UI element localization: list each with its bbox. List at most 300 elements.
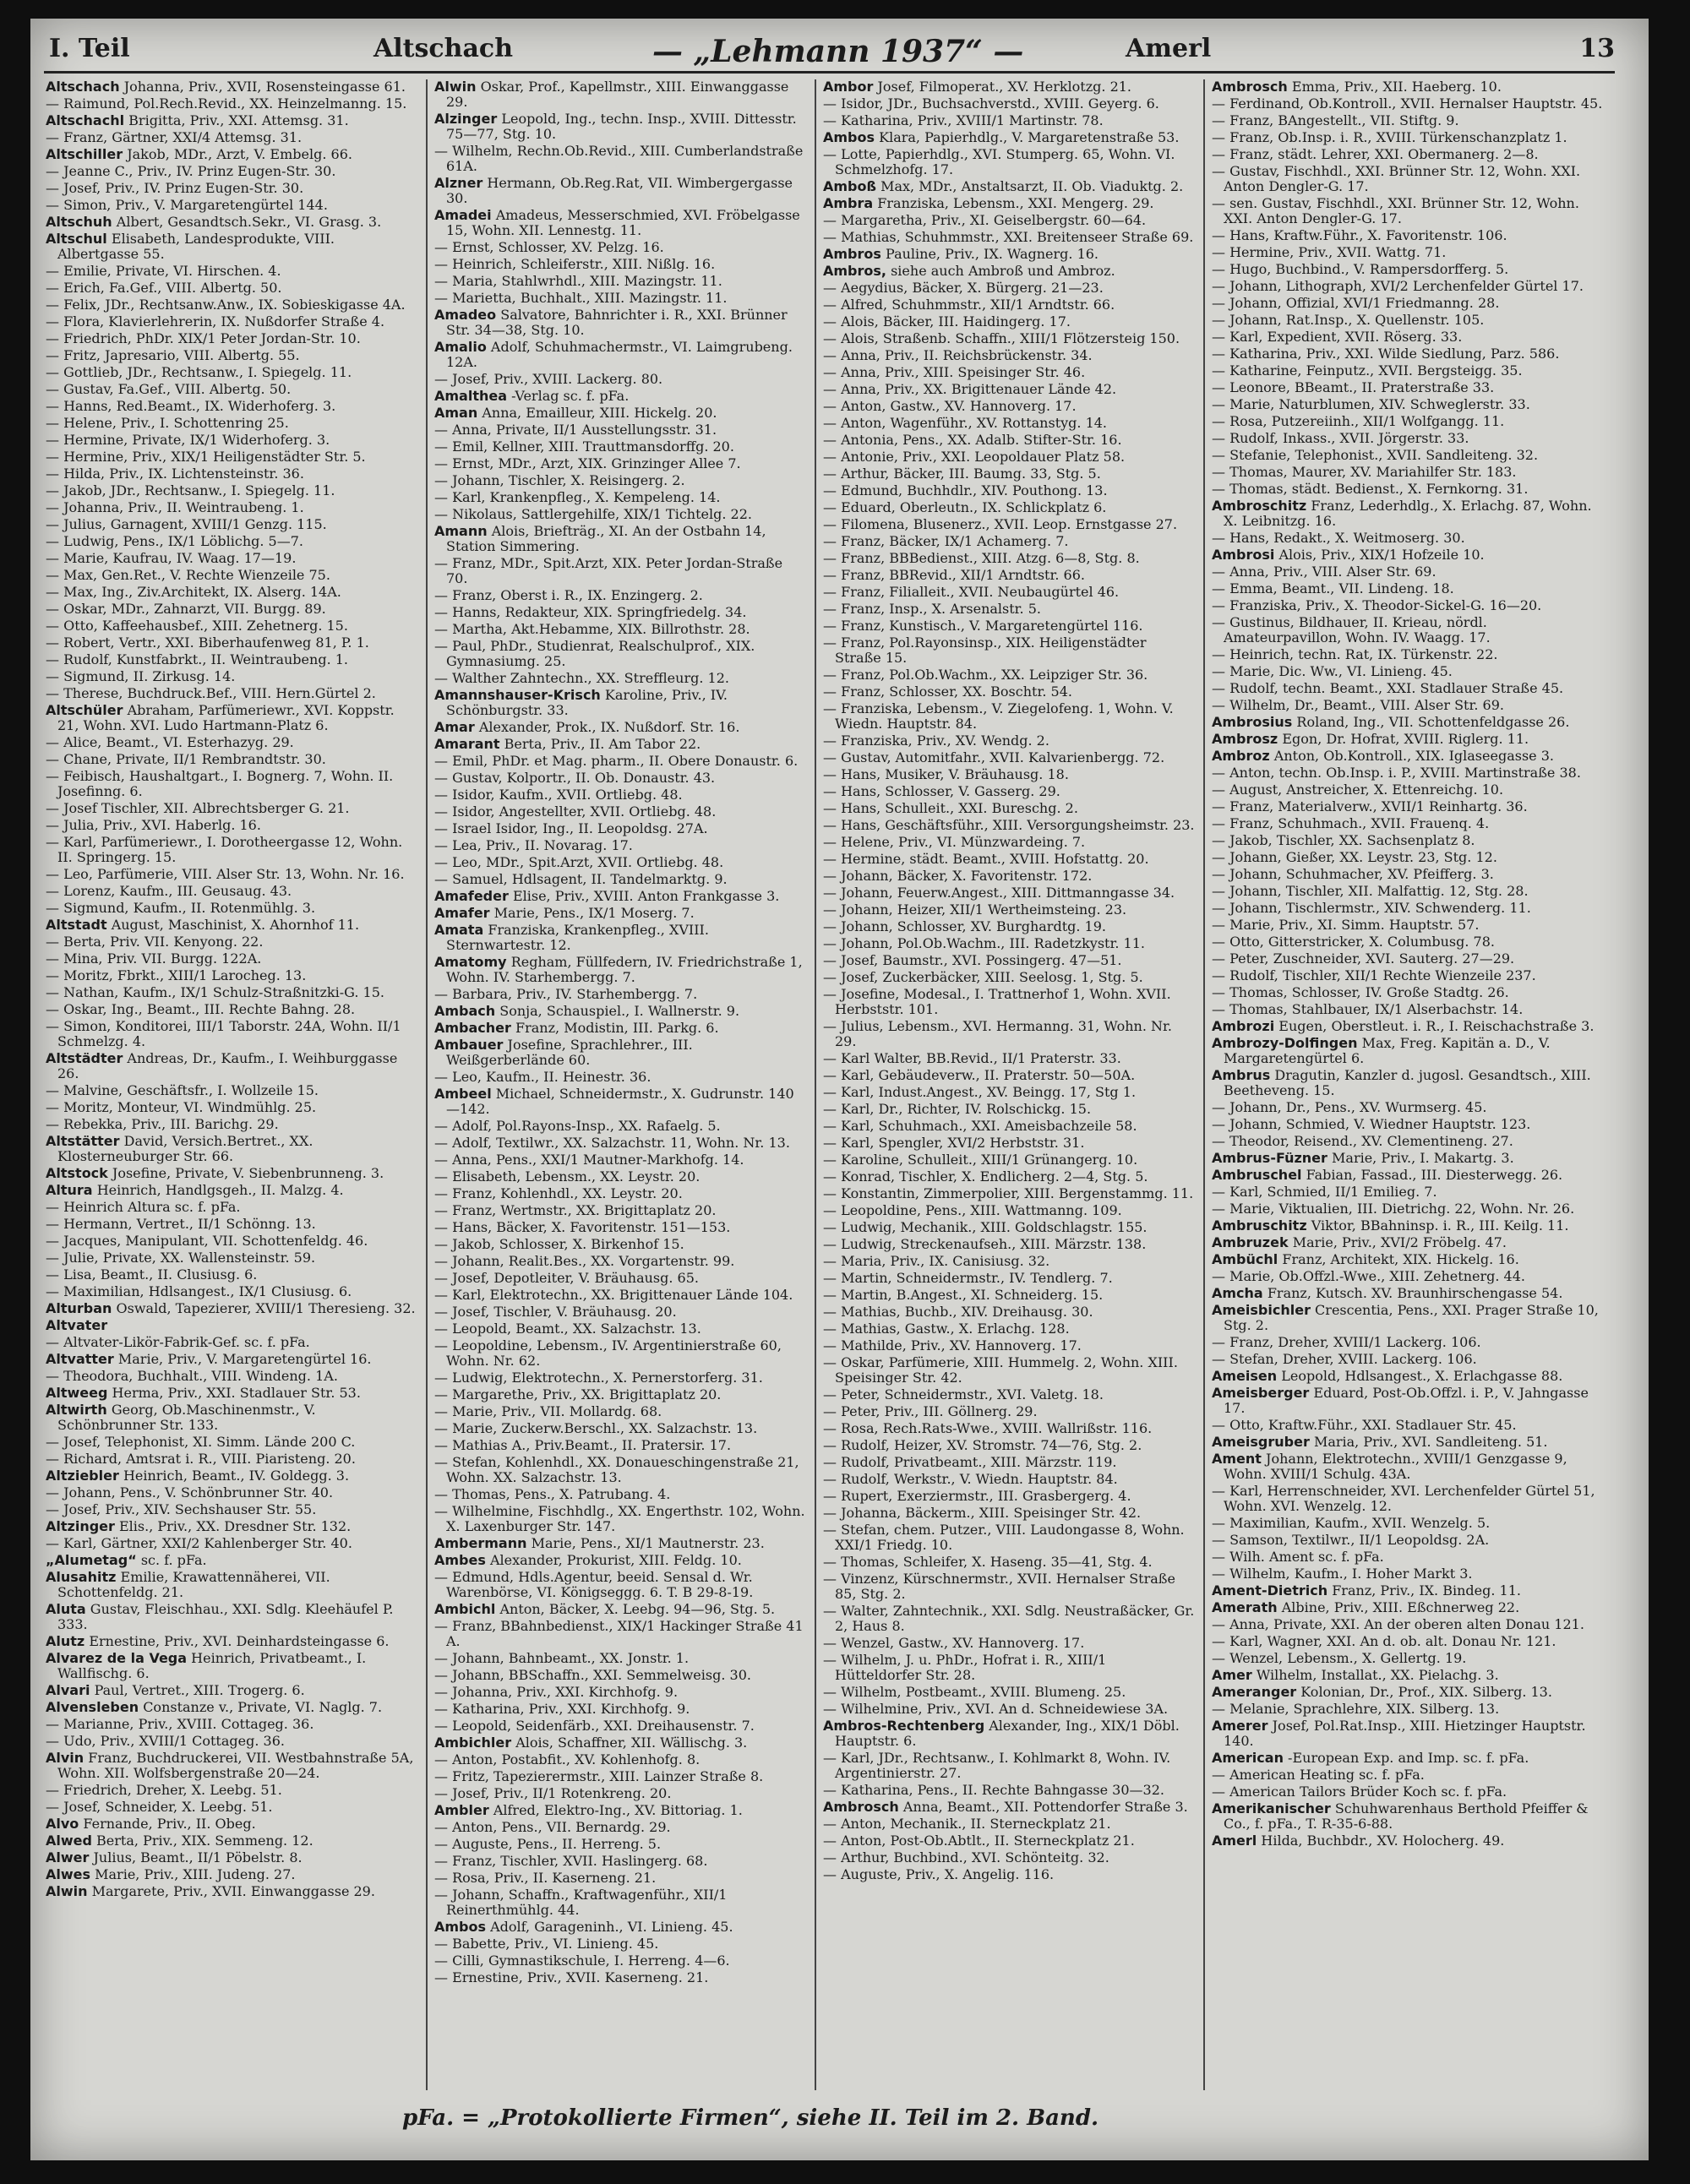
directory-entry [1212,1549,1609,1565]
entry-surname: Ameisbichler [1212,1302,1311,1318]
entry-details: — Anna, Priv., XX. Brigittenauer Lände 42. [823,381,1117,397]
entry-details: — Robert, Vertr., XXI. Biberhaufenweg 81, P. 1. [46,635,369,651]
last-entry-name: Amerl [1126,34,1212,63]
directory-entry [823,130,1195,145]
entry-details: Josefine, Sprachlehrer., III. Weißgerberlände 60. [446,1037,693,1068]
directory-entry [434,524,806,554]
directory-entry [823,365,1195,380]
entry-surname: Ambichler [434,1735,512,1751]
entry-details: — Israel Isidor, Ing., II. Leopoldsg. 27A. [434,820,708,836]
entry-details: Schuhwarenhaus Berthold Pfeiffer & Co., f. pFa., T. R-35-6-88. [1224,1800,1589,1832]
part-label: I. Teil [49,34,130,63]
directory-entry [823,416,1195,431]
entry-details: — Marie, Zuckerw.Berschl., XX. Salzachstr. 13. [434,1420,758,1436]
directory-entry [46,1318,417,1333]
entry-details: — Julia, Priv., XVI. Haberlg. 16. [46,817,261,833]
entry-details: — Katharina, Priv., XVIII/1 Martinstr. 78. [823,112,1104,128]
entry-surname: Alzinger [434,111,498,127]
entry-surname: Ament [1212,1451,1262,1467]
entry-details: — Heinrich, techn. Rat, IX. Türkenstr. 22. [1212,646,1498,662]
entry-surname: Amerer [1212,1718,1268,1734]
directory-entry [434,605,806,620]
entry-details: — Johann, Rat.Insp., X. Quellenstr. 105. [1212,312,1485,328]
directory-entry [434,291,806,306]
directory-entry [434,1070,806,1085]
entry-details: Elisabeth, Landesprodukte, VIII. Albertgasse 55. [57,231,335,262]
entry-details: — Johann, Schmied, V. Wiedner Hauptstr. 123. [1212,1116,1531,1132]
directory-entry [46,602,417,617]
directory-entry [434,1803,806,1818]
entry-details: Max, MDr., Anstaltsarzt, II. Ob. Viaduktg. 2. [880,178,1184,194]
entry-surname: Amadei [434,207,492,223]
entry-details: Adolf, Garageninh., VI. Linieng. 45. [490,1919,733,1935]
directory-entry [1212,1833,1609,1849]
entry-surname: Alwin [46,1883,88,1899]
entry-details: — Lea, Priv., II. Novarag. 17. [434,837,633,853]
directory-entry [46,1833,417,1849]
entry-details: — Marie, Priv., XI. Simm. Hauptstr. 57. [1212,917,1480,933]
directory-entry [823,1751,1195,1781]
directory-entry [1212,951,1609,967]
directory-entry [46,1234,417,1249]
entry-surname: Amerikanischer [1212,1800,1331,1816]
entry-surname: Altziebler [46,1468,119,1484]
directory-entry [1212,1617,1609,1632]
page-header [44,29,1615,74]
entry-details: Alois, Priv., XIX/1 Hofzeile 10. [1278,547,1485,563]
entry-surname: Ambruzek [1212,1234,1289,1250]
directory-entry [823,1338,1195,1353]
entry-surname: Ambler [434,1802,489,1818]
directory-entry [823,1355,1195,1386]
entry-details: — Alice, Beamt., VI. Esterhazyg. 29. [46,734,294,750]
entry-surname: Altschachl [46,112,125,128]
entry-surname: Ameisberger [1212,1385,1310,1401]
entry-details: Maria, Priv., XVI. Sandleiteng. 51. [1313,1434,1548,1450]
entry-details: — Johann, Schaffn., Kraftwagenführ., XII/1 Reinerthmühlg. 44. [434,1887,728,1918]
entry-details: — Malvine, Geschäftsfr., I. Wollzeile 15. [46,1082,319,1098]
entry-details: — Leo, Parfümerie, VIII. Alser Str. 13, Wohn. Nr. 16. [46,866,405,882]
entry-details: — Altvater-Likör-Fabrik-Gef. sc. f. pFa. [46,1334,310,1350]
entry-details: Josefine, Private, V. Siebenbrunneng. 3. [112,1165,384,1181]
directory-entry [46,181,417,196]
entry-details: — Heinrich, Schleiferstr., XIII. Nißlg. 16. [434,256,716,272]
directory-entry [46,1166,417,1181]
entry-surname: Ambauer [434,1037,504,1053]
entry-details: — Barbara, Priv., IV. Starhembergg. 7. [434,986,698,1002]
directory-entry [434,456,806,471]
directory-entry [434,1820,806,1835]
entry-details: — Sigmund, Kaufm., II. Rotenmühlg. 3. [46,900,316,916]
page-footnote: pFa. = „Protokollierte Firmen“, siehe II. Teil im 2. Band. [402,2105,1099,2131]
entry-surname: Aman [434,405,478,421]
entry-details: — Leopoldine, Lebensm., IV. Argentinierstraße 60, Wohn. Nr. 62. [434,1337,782,1369]
directory-entry [434,1271,806,1286]
entry-details: — Anton, Postabfit., XV. Kohlenhofg. 8. [434,1751,701,1767]
directory-entry [1212,867,1609,882]
entry-details: — Franz, Dreher, XVIII/1 Lackerg. 106. [1212,1334,1481,1350]
directory-entry [434,1769,806,1784]
directory-entry [823,1186,1195,1201]
entry-details: — Rudolf, Inkass., XVII. Jörgerstr. 33. [1212,430,1469,446]
entry-details: — Josef, Schneider, X. Leebg. 51. [46,1799,273,1815]
entry-surname: Ambos [823,129,875,145]
directory-entry [823,1718,1195,1749]
directory-entry [46,348,417,363]
entry-surname: Altschuh [46,214,112,230]
directory-entry [1212,1185,1609,1200]
directory-entry [823,314,1195,330]
directory-entry [46,1570,417,1600]
entry-details: — Rudolf, Tischler, XII/1 Rechte Wienzeile 237. [1212,967,1536,983]
directory-entry [823,1051,1195,1066]
entry-details: — Moritz, Monteur, VI. Windmühlg. 25. [46,1099,317,1115]
entry-details: — Arthur, Bäcker, III. Baumg. 33, Stg. 5. [823,466,1101,482]
entry-details: Alexander, Prokurist, XIII. Feldg. 10. [489,1552,742,1568]
entry-details: — Maximilian, Hdlsangest., IX/1 Clusiusg. 6. [46,1283,352,1299]
entry-details: Margarete, Priv., XVII. Einwanggasse 29. [91,1883,375,1899]
entry-surname: Ambros, [823,263,886,279]
directory-entry [1212,1801,1609,1832]
directory-entry [823,1604,1195,1634]
directory-entry [46,96,417,112]
entry-details: Ernestine, Priv., XVI. Deinhardsteingasse 6. [89,1633,390,1649]
directory-entry [1212,1352,1609,1367]
entry-details: — Franz, Oberst i. R., IX. Enzingerg. 2. [434,587,703,603]
entry-details: — Maria, Stahlwrhdl., XIII. Mazingstr. 11. [434,273,722,289]
entry-details: — Franz, Wertmstr., XX. Brigittaplatz 20. [434,1202,717,1218]
entry-details: — Raimund, Pol.Rech.Revid., XX. Heinzelmanng. 15. [46,95,407,112]
entry-surname: Amadeo [434,307,497,323]
entry-surname: Ambrosch [823,1799,899,1815]
directory-entry [434,1119,806,1134]
directory-entry [434,144,806,174]
directory-entry [434,1920,806,1935]
directory-entry [1212,598,1609,613]
entry-details: — Erich, Fa.Gef., VIII. Albertg. 50. [46,280,282,296]
entry-surname: Altschiller [46,146,123,162]
entry-details: — Oskar, MDr., Zahnarzt, VII. Burgg. 89. [46,601,326,617]
directory-entry [823,1816,1195,1832]
directory-entry [434,889,806,904]
entry-surname: Ambos [434,1919,487,1935]
entry-details: — Josef, Priv., XVIII. Lackerg. 80. [434,371,663,387]
entry-details: — Karl, Spengler, XVI/2 Herbststr. 31. [823,1135,1085,1151]
directory-entry [434,340,806,370]
entry-details: — Franziska, Priv., XV. Wendg. 2. [823,733,1049,749]
directory-entry [1212,380,1609,395]
directory-entry [823,1019,1195,1049]
entry-details: — Johann, BBSchaffn., XXI. Semmelweisg. 30. [434,1667,751,1683]
entry-details: — Samson, Textilwr., II/1 Leopoldsg. 2A. [1212,1532,1490,1548]
entry-details: — Franz, MDr., Spit.Arzt, XIX. Peter Jordan-Straße 70. [434,555,783,586]
entry-details: — Antonia, Pens., XX. Adalb. Stifter-Str. 16. [823,432,1122,448]
directory-entry [46,1435,417,1450]
directory-entry [434,1752,806,1767]
entry-details: — Arthur, Buchbind., XVI. Schönteitg. 32. [823,1849,1109,1865]
entry-details: Abraham, Parfümeriewr., XVI. Koppstr. 21, Wohn. XVI. Ludo Hartmann-Platz 6. [57,702,395,733]
directory-entry [46,1369,417,1384]
directory-entry [1212,564,1609,580]
directory-entry [434,556,806,586]
entry-surname: Alusahitz [46,1569,117,1585]
entry-surname: Ambrosi [1212,547,1275,563]
entry-details: — Wilhelm, Dr., Beamt., VIII. Alser Str. 69. [1212,697,1504,713]
entry-details: — Emilie, Private, VI. Hirschen. 4. [46,263,281,279]
entry-surname: Ambüchl [1212,1251,1278,1267]
entry-details: Leopold, Ing., techn. Insp., XVIII. Dittesstr. 75—77, Stg. 10. [446,111,797,142]
directory-entry [1212,934,1609,950]
entry-details: — Edmund, Hdls.Agentur, beeid. Sensal d. Wr. Warenbörse, VI. Königseggg. 6. T. B 29-8-19. [434,1569,754,1600]
entry-details: Egon, Dr. Hofrat, XVIII. Riglerg. 11. [1282,731,1529,747]
entry-surname: Ambor [823,79,874,95]
entry-surname: Ambrosius [1212,714,1293,730]
entry-details: — Katharina, Priv., XXI. Kirchhofg. 9. [434,1701,690,1717]
entry-details: Gustav, Fleischhau., XXI. Sdlg. Kleehäufel P. 333. [57,1601,394,1632]
entry-surname: Alvin [46,1750,84,1766]
directory-entry [434,1718,806,1734]
entry-details: — Friedrich, PhDr. XIX/1 Peter Jordan-Str. 10. [46,330,361,346]
entry-details: — Antonie, Priv., XXI. Leopoldauer Platz 58. [823,449,1126,465]
entry-details: Franz, Architekt, XIX. Hickelg. 16. [1282,1251,1519,1267]
entry-details: — Heinrich Altura sc. f. pFa. [46,1199,241,1215]
directory-entry [46,1502,417,1517]
directory-entry [46,1100,417,1115]
entry-details: — Franz, BBBedienst., XIII. Atzg. 6—8, Stg. 8. [823,550,1140,566]
entry-details: — Karl, Indust.Angest., XV. Beingg. 17, Stg 1. [823,1084,1137,1100]
entry-details: Elis., Priv., XX. Dresdner Str. 132. [119,1518,352,1534]
entry-details: — Therese, Buchdruck.Bef., VIII. Hern.Gürtel 2. [46,685,376,701]
directory-entry [823,635,1195,666]
entry-details: — Nathan, Kaufm., IX/1 Schulz-Straßnitzki-G. 15. [46,984,384,1000]
entry-surname: Ameisgruber [1212,1434,1310,1450]
entry-details: — Thomas, Pens., X. Patrubang. 4. [434,1486,671,1502]
directory-entry [1212,279,1609,294]
directory-entry [434,490,806,505]
directory-entry [823,1867,1195,1882]
directory-entry [823,382,1195,397]
directory-entry [1212,431,1609,446]
directory-entry [823,1136,1195,1151]
entry-details: David, Versich.Bertret., XX. Klosterneuburger Str. 66. [57,1133,313,1164]
directory-entry [1212,1252,1609,1267]
directory-entry [46,79,417,95]
directory-entry [46,198,417,213]
directory-entry [1212,363,1609,379]
directory-title: — „Lehmann 1937“ — [652,34,1024,69]
directory-entry [46,215,417,230]
entry-details: — Wenzel, Gastw., XV. Hannoverg. 17. [823,1635,1085,1651]
entry-surname: Ambroschitz [1212,498,1307,514]
column-2 [434,79,806,2090]
directory-entry [46,951,417,967]
entry-details: — Franz, Insp., X. Arsenalstr. 5. [823,601,1041,617]
entry-details: — Johanna, Priv., XXI. Kirchhofg. 9. [434,1684,679,1700]
entry-surname: Alutz [46,1633,85,1649]
entry-details: — Franz, Schlosser, XX. Boschtr. 54. [823,684,1072,700]
entry-details: Heinrich, Privatbeamt., I. Wallfischg. 6. [57,1650,367,1681]
entry-details: — Martha, Akt.Hebamme, XIX. Billrothstr. 28. [434,621,750,637]
entry-details: — Leopold, Seidenfärb., XXI. Dreihausenstr. 7. [434,1718,755,1734]
directory-entry [434,257,806,272]
directory-entry [434,1021,806,1036]
entry-details: Franz, Kutsch. XV. Braunhirschengasse 54. [1267,1285,1563,1301]
directory-entry [434,1421,806,1436]
entry-details: Sonja, Schauspiel., I. Wallnerstr. 9. [499,1003,740,1019]
entry-details: — Gustav, Fischhdl., XXI. Brünner Str. 12, Wohn. XXI. Anton Dengler-G. 17. [1212,163,1581,194]
directory-entry [1212,918,1609,933]
entry-details: — Marie, Priv., VII. Mollardg. 68. [434,1403,662,1419]
entry-details: Hilda, Buchbdr., XV. Holocherg. 49. [1261,1833,1505,1849]
directory-entry [434,1186,806,1201]
directory-entry [434,720,806,735]
directory-entry [1212,765,1609,781]
directory-entry [823,1653,1195,1683]
entry-details: — Vinzenz, Kürschnermstr., XVII. Hernalser Straße 85, Stg. 2. [823,1571,1175,1602]
directory-entry [434,771,806,786]
directory-entry [1212,1386,1609,1416]
entry-details: Albine, Priv., XIII. Eßchnerweg 22. [1281,1599,1520,1615]
entry-details: — Marie, Naturblumen, XIV. Schweglerstr. 33. [1212,396,1530,412]
directory-entry [823,1387,1195,1402]
entry-surname: Alvo [46,1816,79,1832]
directory-entry [46,1200,417,1215]
directory-entry [46,618,417,634]
directory-entry [1212,1651,1609,1666]
directory-entry [823,1085,1195,1100]
entry-details: — Gottlieb, JDr., Rechtsanw., I. Spiegelg. 11. [46,364,352,380]
entry-surname: Amerl [1212,1833,1257,1849]
entry-details: — Martin, Schneidermstr., IV. Tendlerg. 7. [823,1270,1113,1286]
directory-entry [823,1636,1195,1651]
entry-surname: Ambes [434,1552,486,1568]
entry-surname: Ambrosch [1212,79,1288,95]
directory-entry [46,1117,417,1132]
entry-details: Emilie, Krawattennäherei, VII. Schottenfeldg. 21. [57,1569,330,1600]
directory-entry [46,164,417,179]
directory-entry [46,1602,417,1632]
directory-entry [823,1555,1195,1570]
entry-surname: Ambros [823,246,881,262]
entry-details: — Wilhelm, Postbeamt., XVIII. Blumeng. 25. [823,1684,1126,1700]
directory-entry [46,918,417,933]
entry-details: — Alois, Bäcker, III. Haidingerg. 17. [823,313,1071,330]
entry-details: — Anton, Pens., VII. Bernardg. 29. [434,1819,671,1835]
entry-surname: Alvari [46,1682,90,1698]
directory-entry [46,884,417,899]
entry-details: — Hermine, Private, IX/1 Widerhoferg. 3. [46,432,330,448]
entry-surname: Amer [1212,1667,1252,1683]
entry-details: — Rudolf, techn. Beamt., XXI. Stadlauer Straße 45. [1212,680,1564,696]
entry-details: Heinrich, Handlgsgeh., II. Malzg. 4. [96,1182,344,1198]
directory-entry [1212,1218,1609,1234]
directory-entry [46,1301,417,1316]
directory-entry [434,821,806,836]
entry-details: — Konrad, Tischler, X. Endlicherg. 2—4, Stg. 5. [823,1168,1148,1185]
directory-entry [46,703,417,733]
entry-details: Josef, Filmoperat., XV. Herklotzg. 21. [877,79,1132,95]
directory-entry [1212,664,1609,679]
entry-details: — Oskar, Ing., Beamt., III. Rechte Bahng. 28. [46,1001,356,1017]
directory-entry [434,1304,806,1320]
directory-entry [46,1335,417,1350]
entry-details: — Adolf, Textilwr., XX. Salzachstr. 11, Wohn. Nr. 13. [434,1135,790,1151]
entry-details: — Marietta, Buchhalt., XIII. Mazingstr. 11. [434,290,728,306]
directory-entry [1212,1235,1609,1250]
entry-details: — Julius, Garnagent, XVIII/1 Genzg. 115. [46,516,327,532]
directory-entry [434,1602,806,1617]
entry-details: — Hanns, Redakteur, XIX. Springfriedelg. 34. [434,604,747,620]
entry-surname: Alwes [46,1866,91,1882]
directory-entry [434,1455,806,1485]
directory-entry [823,483,1195,498]
entry-details: — Anna, Priv., VIII. Alser Str. 69. [1212,564,1436,580]
entry-details: — Hans, Bäcker, X. Favoritenstr. 151—153. [434,1219,731,1235]
entry-details: — Isidor, JDr., Buchsachverstd., XVIII. Geyerg. 6. [823,95,1159,112]
entry-details: — Anna, Pens., XXI/1 Mautner-Markhofg. 14. [434,1152,744,1168]
entry-details: — Rudolf, Privatbeamt., XIII. Märzstr. 119. [823,1454,1117,1470]
entry-details: — Johann, Pens., V. Schönbrunner Str. 40. [46,1484,334,1500]
entry-details: Albert, Gesandtsch.Sekr., VI. Grasg. 3. [116,214,382,230]
directory-entry [434,787,806,803]
entry-details: — Marie, Viktualien, III. Dietrichg. 22, Wohn. Nr. 26. [1212,1201,1575,1217]
entry-details: — Mathilde, Priv., XV. Hannoverg. 17. [823,1337,1082,1353]
directory-entry [434,906,806,921]
entry-details: — Karl, JDr., Rechtsanw., I. Kohlmarkt 8, Wohn. IV. Argentinierstr. 27. [823,1750,1171,1781]
directory-entry [46,1634,417,1649]
directory-entry [1212,1668,1609,1683]
entry-details: — Babette, Priv., VI. Linieng. 45. [434,1936,659,1952]
entry-surname: Alturban [46,1300,112,1316]
directory-entry [823,264,1195,279]
entry-details: — Karl, Schuhmach., XXI. Ameisbachzeile 58. [823,1118,1137,1134]
entry-details: — Anton, Mechanik., II. Sterneckplatz 21. [823,1816,1111,1832]
entry-surname: Altura [46,1182,93,1198]
entry-details: — Hermine, städt. Beamt., XVIII. Hofstattg. 20. [823,851,1149,867]
entry-details: — Hilda, Priv., IX. Lichtensteinstr. 36. [46,466,304,482]
entry-details: Viktor, BBahninsp. i. R., III. Keilg. 11. [1311,1217,1569,1234]
entry-surname: Alvarez de la Vega [46,1650,188,1666]
entry-surname: Amarant [434,736,500,752]
entry-details: — Ernestine, Priv., XVII. Kaserneng. 21. [434,1969,709,1985]
entry-details: — Ludwig, Streckenaufseh., XIII. Märzstr. 138. [823,1236,1147,1252]
entry-details: — Marianne, Priv., XVIII. Cottageg. 36. [46,1716,314,1732]
directory-entry [434,1254,806,1269]
directory-entry [823,784,1195,799]
directory-entry [823,602,1195,617]
directory-entry [1212,681,1609,696]
directory-entry [823,1438,1195,1453]
entry-details: — Rudolf, Heizer, XV. Stromstr. 74—76, Stg. 2. [823,1437,1142,1453]
entry-surname: Alzner [434,175,483,191]
directory-entry [434,507,806,522]
entry-details: — Hans, Geschäftsführ., XIII. Versorgungsheimstr. 23. [823,817,1195,833]
directory-entry [46,1536,417,1551]
directory-entry [46,1002,417,1017]
entry-surname: Altweeg [46,1385,108,1401]
entry-details: — Theodora, Buchhalt., VIII. Windeng. 1A. [46,1368,338,1384]
entry-details: — Josef Tischler, XII. Albrechtsberger G. 21. [46,800,350,816]
entry-surname: Alwer [46,1849,90,1865]
directory-entry [1212,698,1609,713]
directory-entry [434,1237,806,1252]
directory-entry [434,1735,806,1751]
directory-entry [434,1203,806,1218]
entry-details: Brigitta, Priv., XXI. Attemsg. 31. [128,112,349,128]
entry-details: — Ludwig, Elektrotechn., X. Pernerstorferg. 31. [434,1370,763,1386]
directory-entry [434,422,806,438]
directory-entry [46,1134,417,1164]
